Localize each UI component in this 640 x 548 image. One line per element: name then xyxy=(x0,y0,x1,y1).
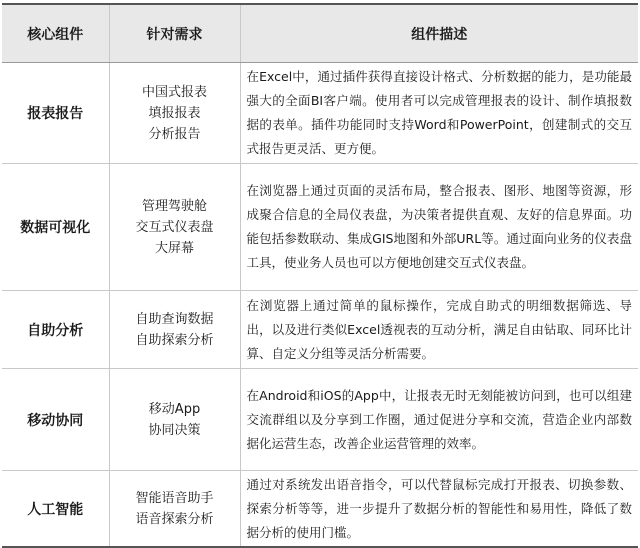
component-description: 在Excel中，通过插件获得直接设计格式、分析数据的能力，是功能最强大的全面BI客户端。使用者可以完成管理报表的设计、制作填报数据的表单。插件功能同时支持Word和PowerPoint，创建制式的交互式报告更灵活、更方便。 xyxy=(240,63,638,164)
component-table xyxy=(2,3,638,548)
need-item: 填报报表 xyxy=(148,105,201,121)
need-item: 自助探索分析 xyxy=(135,332,214,348)
need-item: 自助查询数据 xyxy=(135,311,214,327)
component-description: 通过对系统发出语音指令，可以代替鼠标完成打开报表、切换参数、探索分析等等，进一步提升了数据分析的智能性和易用性，降低了数据分析的使用门槛。 xyxy=(240,471,638,548)
header-component-description: 组件描述 xyxy=(240,4,638,63)
header-target-needs: 针对需求 xyxy=(109,4,240,63)
component-needs xyxy=(109,369,240,471)
component-needs xyxy=(109,291,240,369)
component-name: 自助分析 xyxy=(2,291,109,369)
component-description: 在浏览器上通过简单的鼠标操作，完成自助式的明细数据筛选、导出，以及进行类似Excel透视表的互动分析，满足自由钻取、同环比计算、自定义分组等灵活分析需要。 xyxy=(240,291,638,369)
need-item: 分析报告 xyxy=(148,126,201,142)
component-needs xyxy=(109,164,240,291)
need-item: 语音探索分析 xyxy=(135,511,214,527)
header-row xyxy=(2,4,638,63)
component-name: 移动协同 xyxy=(2,369,109,471)
table-row xyxy=(2,291,638,369)
component-description: 在Android和iOS的App中，让报表无时无刻能被访问到，也可以组建交流群组以及分享到工作圈，通过促进分享和交流，营造企业内部数据化运营生态，改善企业运营管理的效率。 xyxy=(240,369,638,471)
component-name: 人工智能 xyxy=(2,471,109,548)
table-row xyxy=(2,63,638,164)
component-name: 数据可视化 xyxy=(2,164,109,291)
component-needs xyxy=(109,63,240,164)
need-item: 中国式报表 xyxy=(141,84,207,100)
header-core-component: 核心组件 xyxy=(2,4,109,63)
component-description: 在浏览器上通过页面的灵活布局，整合报表、图形、地图等资源，形成聚合信息的全局仪表盘，为决策者提供直观、友好的信息界面。功能包括参数联动、集成GIS地图和外部URL等。通过面向业务的仪表盘工具，使业务人员也可以方便地创建交互式仪表盘。 xyxy=(240,164,638,291)
component-needs xyxy=(109,471,240,548)
need-item: 管理驾驶舱 xyxy=(141,198,207,214)
need-item: 交互式仪表盘 xyxy=(135,219,214,235)
component-name: 报表报告 xyxy=(2,63,109,164)
need-item: 智能语音助手 xyxy=(135,490,214,506)
need-item: 移动App xyxy=(148,401,201,417)
table-row xyxy=(2,164,638,291)
table-row xyxy=(2,471,638,548)
need-item: 大屏幕 xyxy=(154,240,194,256)
need-item: 协同决策 xyxy=(148,422,201,438)
table-row xyxy=(2,369,638,471)
